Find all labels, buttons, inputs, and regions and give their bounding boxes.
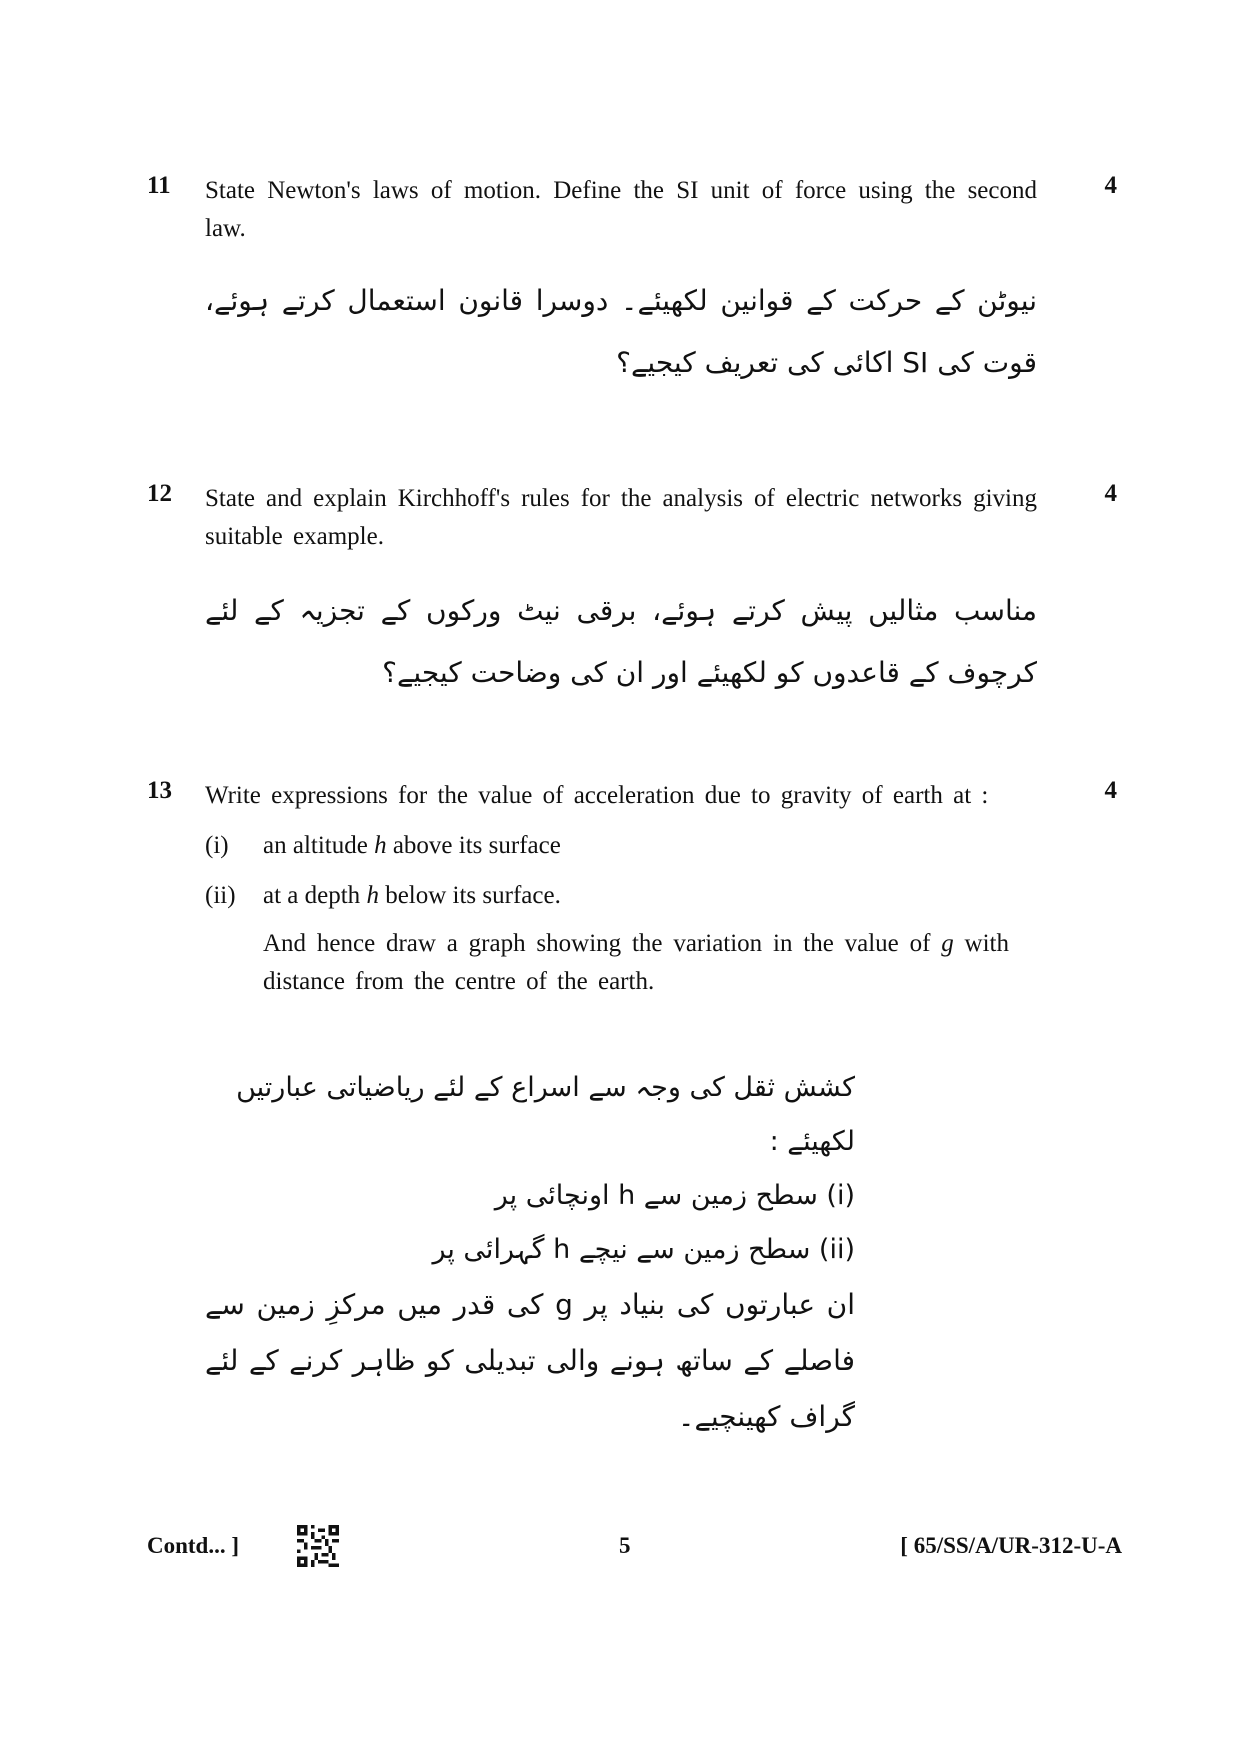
question-marks: 4 — [1104, 777, 1117, 804]
question-marks: 4 — [1104, 480, 1117, 507]
question-followup: And hence draw a graph showing the variation in the value of g with distance from the centre of the earth. — [263, 930, 1009, 995]
sub-item-i — [205, 827, 1137, 865]
question-urdu-text: نیوٹن کے حرکت کے قوانین لکھیئے۔ دوسرا قانون استعمال کرتے ہوئے، قوت کی SI اکائی کی تعریف کیجیے؟ — [205, 284, 1037, 379]
page-number: 5 — [619, 1533, 631, 1558]
sub-item-label: (ii) — [205, 882, 236, 909]
continued-label: Contd... ] — [147, 1533, 240, 1558]
question-13 — [147, 777, 1137, 1445]
question-marks: 4 — [1104, 172, 1117, 199]
sub-item-ii — [205, 877, 1137, 915]
paper-code: [ 65/SS/A/UR-312-U-A — [900, 1533, 1122, 1558]
question-text: State and explain Kirchhoff's rules for the analysis of electric networks giving suitable example. — [205, 485, 1037, 550]
urdu-block — [205, 1061, 1065, 1445]
question-urdu-text: مناسب مثالیں پیش کرتے ہوئے، برقی نیٹ ورکوں کے تجزیہ کے لئے کرچوف کے قاعدوں کو لکھیئے اور ان کی وضاحت کیجیے؟ — [205, 594, 1037, 689]
sub-item-text: at a depth h below its surface. — [263, 882, 561, 909]
qr-code-icon — [297, 1525, 339, 1567]
question-12 — [147, 480, 1137, 704]
page-footer — [147, 1525, 1122, 1571]
question-number: 13 — [147, 777, 172, 804]
urdu-intro: کشش ثقل کی وجہ سے اسراع کے لئے ریاضیاتی عبارتیں لکھیئے : — [236, 1072, 855, 1157]
question-text: Write expressions for the value of acceleration due to gravity of earth at : — [205, 782, 989, 809]
variable-h: h — [366, 882, 379, 909]
sub-item-label: (i) — [205, 832, 229, 859]
urdu-item-i: (i) سطح زمین سے h اونچائی پر — [494, 1180, 855, 1211]
question-11 — [147, 172, 1137, 394]
sub-item-text: an altitude h above its surface — [263, 832, 561, 859]
urdu-followup: ان عبارتوں کی بنیاد پر g کی قدر میں مرکزِ زمین سے فاصلے کے ساتھ ہونے والی تبدیلی کو ظاہر کرنے کے لئے گراف کھینچیے۔ — [205, 1288, 855, 1433]
question-number: 12 — [147, 480, 172, 507]
variable-g: g — [941, 930, 954, 957]
urdu-item-ii: (ii) سطح زمین سے نیچے h گہرائی پر — [432, 1234, 855, 1265]
variable-h: h — [374, 832, 387, 859]
question-number: 11 — [147, 172, 171, 199]
question-text: State Newton's laws of motion. Define the SI unit of force using the second law. — [205, 177, 1037, 242]
